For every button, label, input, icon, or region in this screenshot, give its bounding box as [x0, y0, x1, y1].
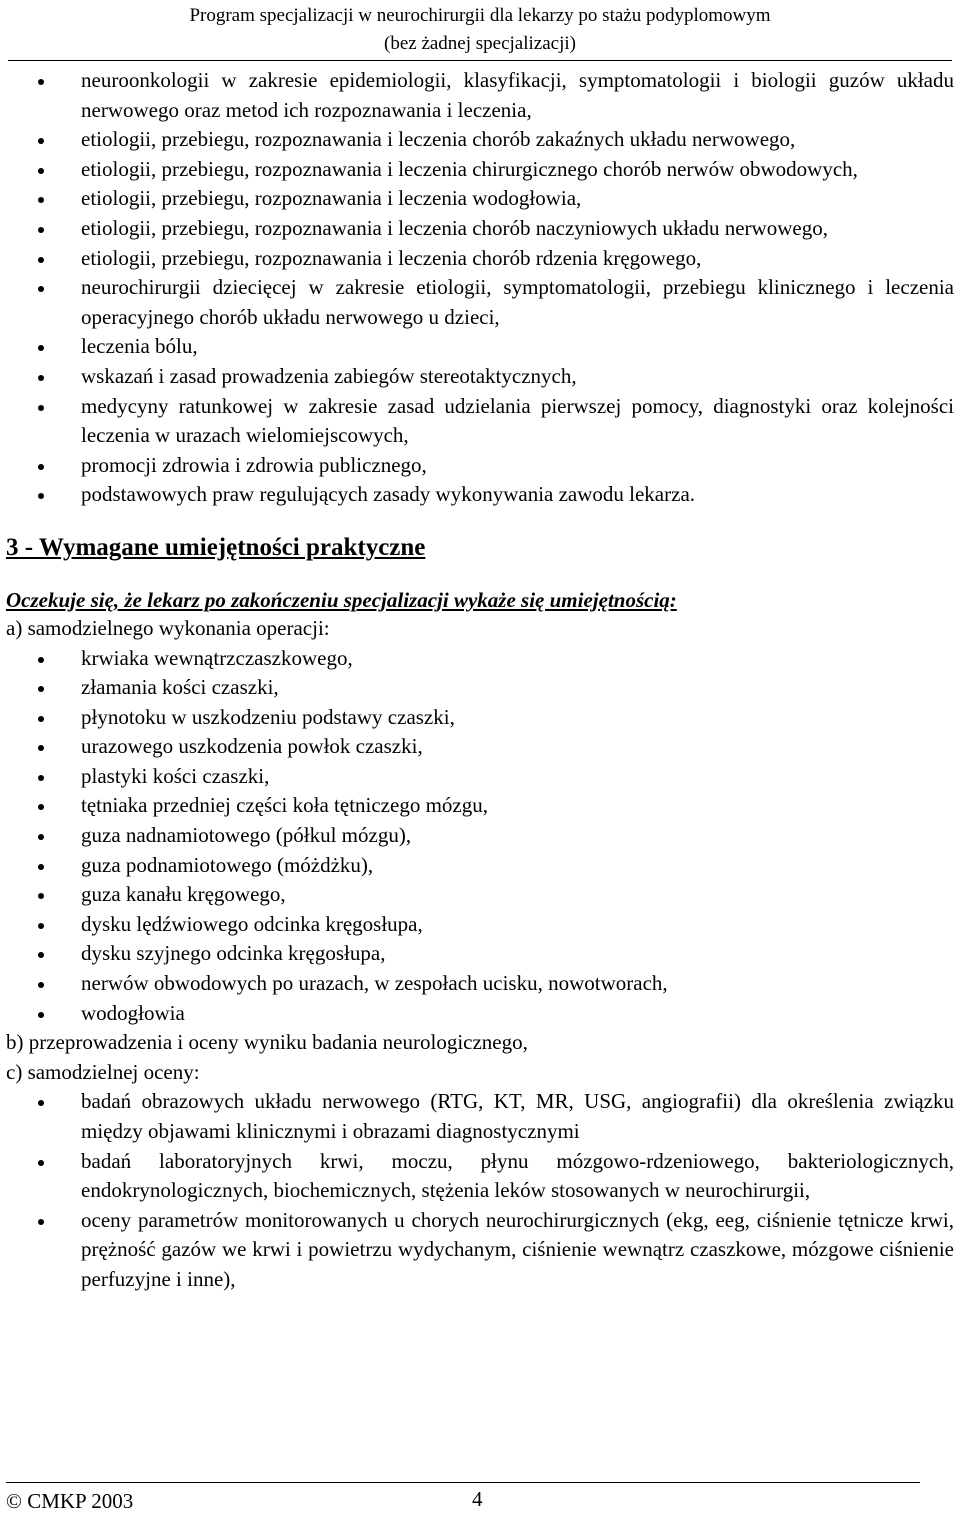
list-item: dysku szyjnego odcinka kręgosłupa,	[0, 939, 960, 969]
knowledge-list	[0, 66, 960, 510]
list-item: złamania kości czaszki,	[0, 673, 960, 703]
list-item: urazowego uszkodzenia powłok czaszki,	[0, 732, 960, 762]
section-lead: Oczekuje się, że lekarz po zakończeniu specjalizacji wykaże się umiejętnością:	[6, 587, 677, 612]
list-item: neuroonkologii w zakresie epidemiologii, klasyfikacji, symptomatologii i biologii guzów układu nerwowego oraz metod ich rozpoznawania i leczenia,	[0, 66, 960, 125]
page-header	[0, 0, 960, 58]
list-item: neurochirurgii dziecięcej w zakresie etiologii, symptomatologii, przebiegu klinicznego i leczenia operacyjnego chorób układu nerwowego u dzieci,	[0, 273, 960, 332]
list-item: krwiaka wewnątrzczaszkowego,	[0, 644, 960, 674]
list-item: guza kanału kręgowego,	[0, 880, 960, 910]
operations-list	[0, 644, 960, 1029]
list-item: etiologii, przebiegu, rozpoznawania i leczenia wodogłowia,	[0, 184, 960, 214]
section-heading: 3 - Wymagane umiejętności praktyczne	[6, 533, 426, 561]
item-b-label: b) przeprowadzenia i oceny wyniku badania neurologicznego,	[6, 1030, 528, 1055]
list-item: etiologii, przebiegu, rozpoznawania i leczenia chorób zakaźnych układu nerwowego,	[0, 125, 960, 155]
list-item: guza nadnamiotowego (półkul mózgu),	[0, 821, 960, 851]
list-item: badań obrazowych układu nerwowego (RTG, KT, MR, USG, angiografii) dla określenia związku między objawami klinicznymi i obrazami diagnostycznymi	[0, 1087, 960, 1146]
list-item: badań laboratoryjnych krwi, moczu, płynu mózgowo-rdzeniowego, bakteriologicznych, endokrynologicznych, biochemicznych, stężenia leków stosowanych w neurochirurgii,	[0, 1147, 960, 1206]
footer-divider	[6, 1482, 920, 1483]
document-body	[0, 66, 960, 1295]
list-item: guza podnamiotowego (móżdżku),	[0, 851, 960, 881]
list-item: etiologii, przebiegu, rozpoznawania i leczenia chorób naczyniowych układu nerwowego,	[0, 214, 960, 244]
list-item: płynotoku w uszkodzeniu podstawy czaszki,	[0, 703, 960, 733]
list-item: oceny parametrów monitorowanych u chorych neurochirurgicznych (ekg, eeg, ciśnienie tętnicze krwi, prężność gazów we krwi i powietrzu wydychanym, ciśnienie wewnątrz czaszkowe, mózgowe ciśnienie perfuzyjne i inne),	[0, 1206, 960, 1295]
list-item: nerwów obwodowych po urazach, w zespołach ucisku, nowotworach,	[0, 969, 960, 999]
list-item: dysku lędźwiowego odcinka kręgosłupa,	[0, 910, 960, 940]
list-item: etiologii, przebiegu, rozpoznawania i leczenia chirurgicznego chorób nerwów obwodowych,	[0, 155, 960, 185]
list-item: leczenia bólu,	[0, 332, 960, 362]
list-item: wodogłowia	[0, 999, 960, 1029]
footer-copyright: © CMKP 2003	[6, 1489, 134, 1513]
list-item: medycyny ratunkowej w zakresie zasad udzielania pierwszej pomocy, diagnostyki oraz kolejności leczenia w urazach wielomiejscowych,	[0, 392, 960, 451]
list-item: etiologii, przebiegu, rozpoznawania i leczenia chorób rdzenia kręgowego,	[0, 244, 960, 274]
item-c-label: c) samodzielnej oceny:	[6, 1059, 200, 1084]
item-a-label: a) samodzielnego wykonania operacji:	[6, 615, 330, 640]
page-number: 4	[472, 1487, 483, 1511]
list-item: plastyki kości czaszki,	[0, 762, 960, 792]
header-title: Program specjalizacji w neurochirurgii dla lekarzy po stażu podyplomowym	[189, 5, 771, 26]
assessment-list	[0, 1087, 960, 1294]
list-item: promocji zdrowia i zdrowia publicznego,	[0, 451, 960, 481]
header-subtitle: (bez żadnej specjalizacji)	[384, 33, 576, 54]
list-item: tętniaka przedniej części koła tętniczego mózgu,	[0, 791, 960, 821]
list-item: podstawowych praw regulujących zasady wykonywania zawodu lekarza.	[0, 480, 960, 510]
header-divider	[8, 60, 952, 61]
list-item: wskazań i zasad prowadzenia zabiegów stereotaktycznych,	[0, 362, 960, 392]
